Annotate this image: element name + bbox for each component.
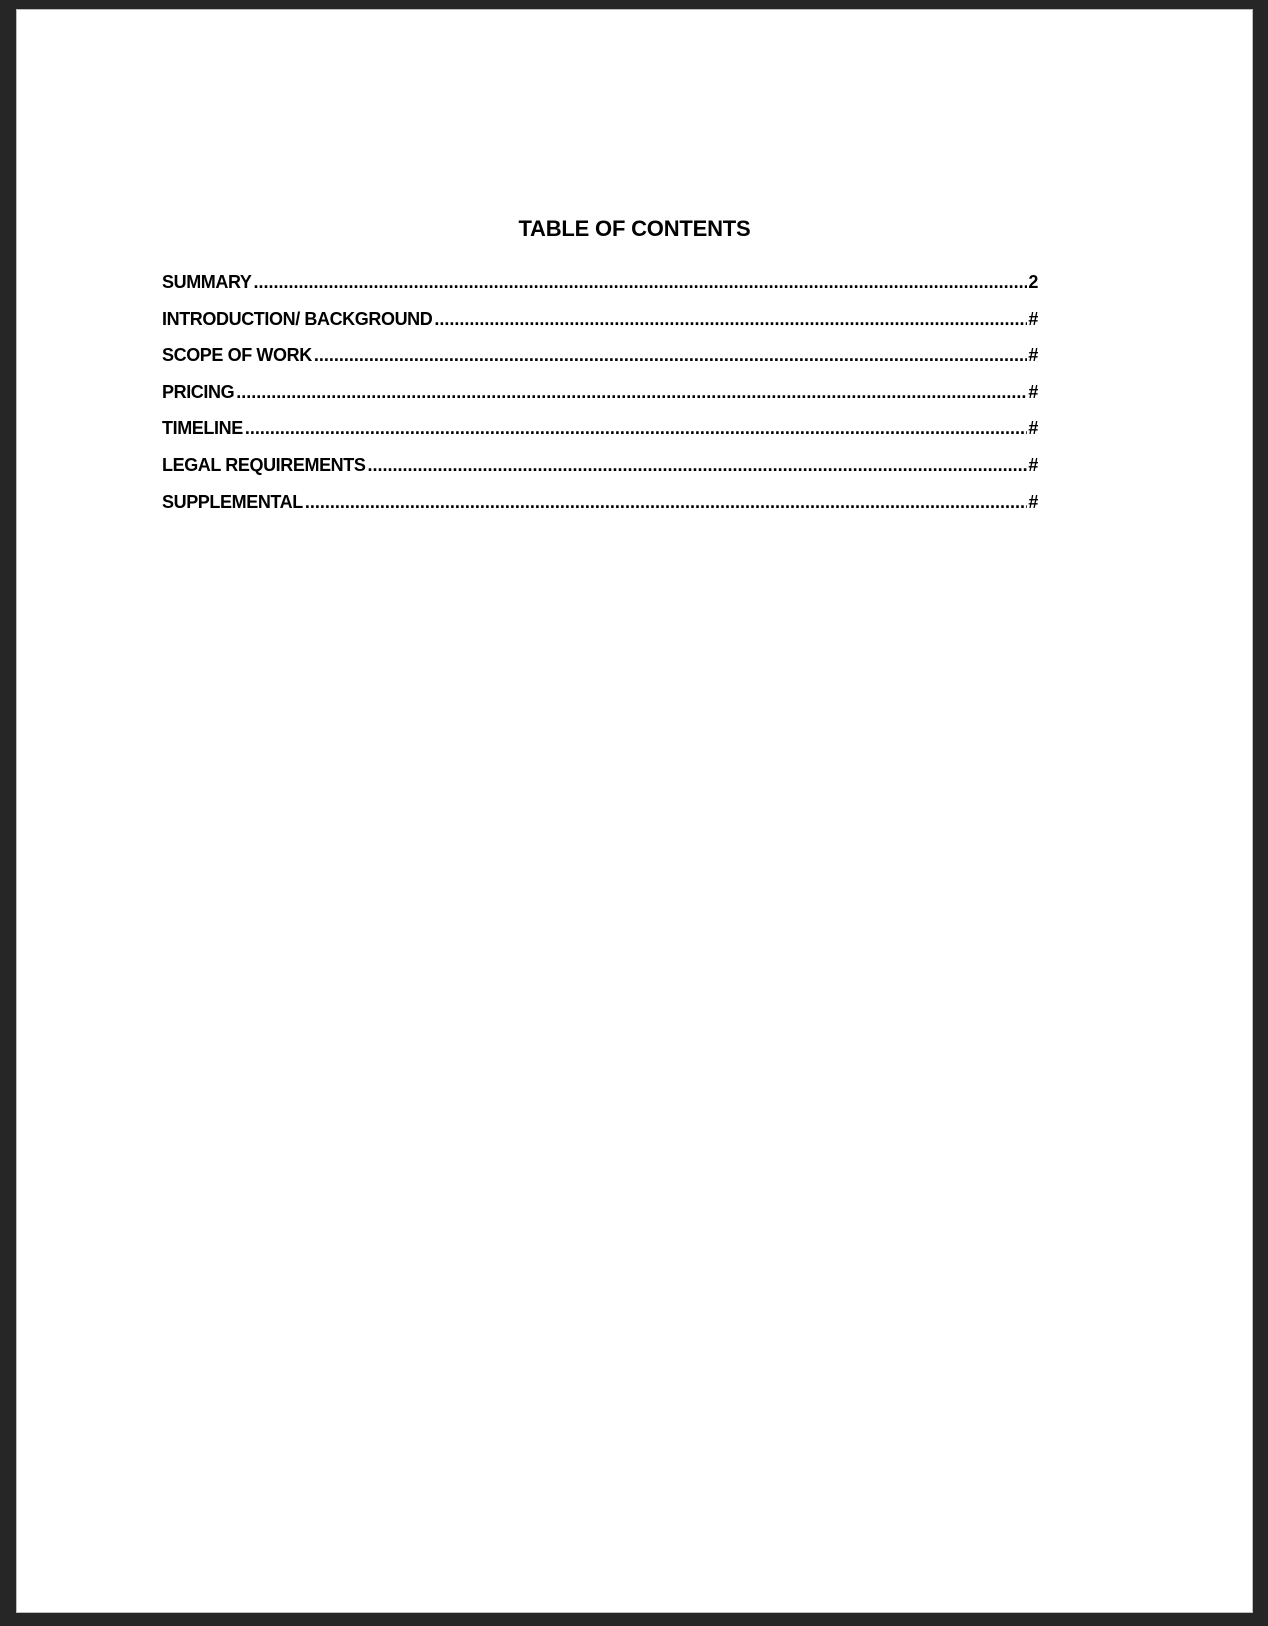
toc-entry-label: PRICING [162,381,235,402]
toc-entry-label: INTRODUCTION/ BACKGROUND [162,308,433,329]
toc-entry-label: SUPPLEMENTAL [162,491,303,512]
document-page [16,9,1253,1613]
toc-entry-page-number: # [1028,308,1038,329]
toc-entry-scope-of-work[interactable] [162,345,1038,382]
toc-entry-page-number: 2 [1028,272,1038,292]
toc-entry-timeline[interactable] [162,418,1038,455]
toc-list [162,272,1038,528]
toc-entry-page-number: # [1028,381,1038,402]
toc-dot-leader [314,345,1028,366]
toc-entry-page-number: # [1028,345,1038,366]
toc-entry-page-number: # [1028,491,1038,512]
toc-title: TABLE OF CONTENTS [518,216,751,241]
toc-entry-introduction-background[interactable] [162,309,1038,346]
toc-dot-leader [254,272,1028,293]
toc-entry-label: LEGAL REQUIREMENTS [162,454,366,475]
toc-dot-leader [236,382,1027,403]
toc-entry-label: TIMELINE [162,418,243,439]
toc-entry-legal-requirements[interactable] [162,455,1038,492]
toc-entry-supplemental[interactable] [162,492,1038,529]
toc-entry-page-number: # [1028,454,1038,475]
toc-dot-leader [434,309,1027,330]
toc-entry-page-number: # [1028,418,1038,439]
toc-entry-label: SCOPE OF WORK [162,345,312,366]
toc-dot-leader [305,492,1028,513]
toc-dot-leader [245,418,1028,439]
toc-entry-summary[interactable] [162,272,1038,309]
toc-dot-leader [367,455,1027,476]
toc-entry-label: SUMMARY [162,272,252,292]
toc-entry-pricing[interactable] [162,382,1038,419]
